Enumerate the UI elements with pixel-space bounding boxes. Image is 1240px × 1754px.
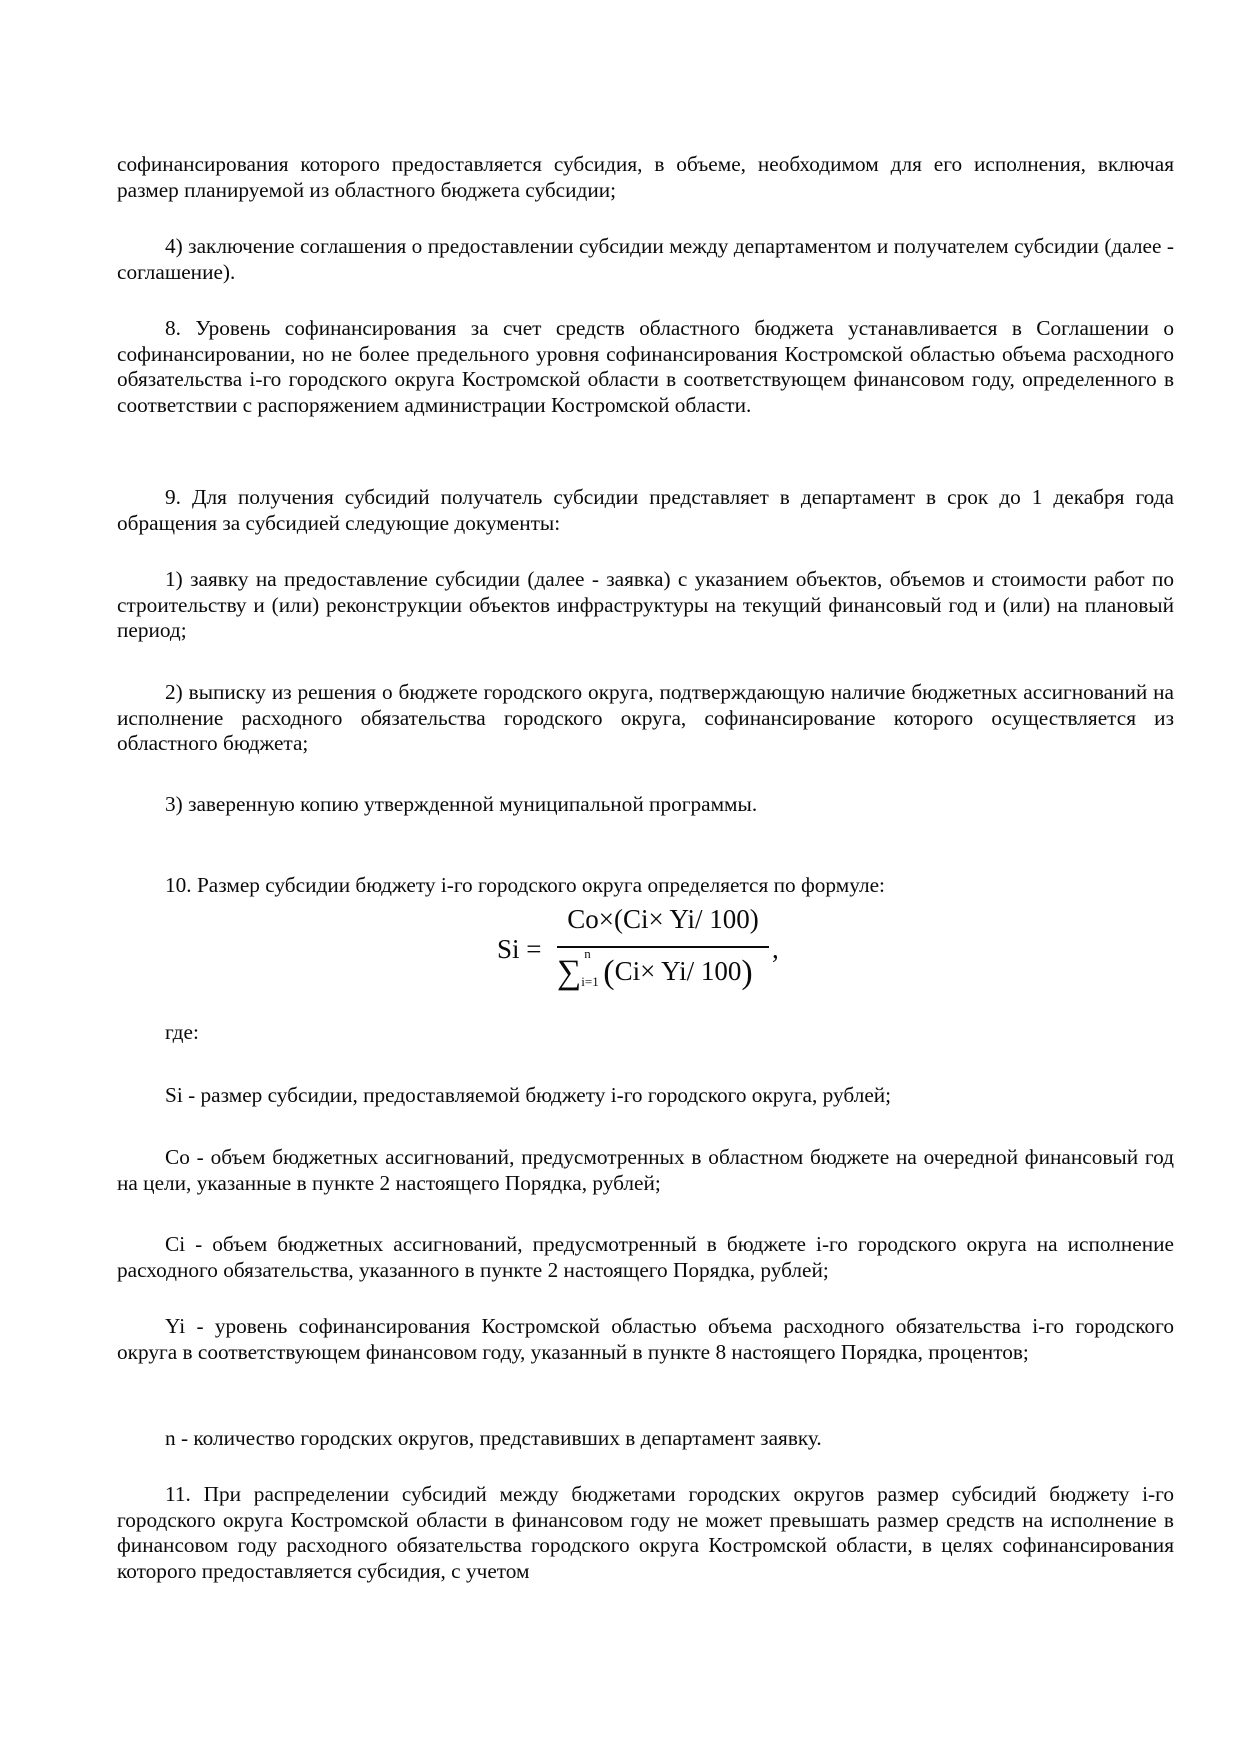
paragraph-def-yi: Yi - уровень софинансирования Костромской областью объема расходного обязательства i-го городского округа в соответствующем финансовом году, указанный в пункте 8 настоящего Порядка, процентов;	[117, 1314, 1174, 1364]
paragraph-clause-11-distribution: 11. При распределении субсидий между бюджетами городских округов размер субсидий бюджету i-го городского округа Костромской области в финансовом году не может превышать размер средств на исполнение в финансовом году расходного обязательства городского округа Костромской области, в целях софинансирования которого предоставляется субсидия, с учетом	[117, 1482, 1174, 1583]
sum-limits	[581, 946, 603, 989]
formula-trailing-comma: ,	[772, 934, 779, 964]
paren-open: (	[603, 954, 615, 991]
paren-close: )	[741, 954, 753, 991]
sum-lower-limit: i=1	[581, 974, 599, 989]
paragraph-def-co: Co - объем бюджетных ассигнований, предусмотренных в областном бюджете на очередной финансовый год на цели, указанные в пункте 2 настоящего Порядка, рублей;	[117, 1145, 1174, 1195]
denominator-body: Ci× Yi/ 100	[614, 956, 742, 986]
paragraph-clause-10-formula-intro: 10. Размер субсидии бюджету i-го городского округа определяется по формуле:	[165, 873, 885, 897]
sum-upper-limit: n	[584, 946, 591, 961]
paragraph-cofinancing-continuation: софинансирования которого предоставляется субсидия, в объеме, необходимом для его исполнения, включая размер планируемой из областного бюджета субсидии;	[117, 152, 1174, 202]
formula-numerator: Co×(Ci× Yi/ 100)	[567, 904, 759, 934]
paragraph-item-3-program-copy: 3) заверенную копию утвержденной муниципальной программы.	[165, 792, 758, 816]
paragraph-clause-9-documents: 9. Для получения субсидий получатель субсидии представляет в департамент в срок до 1 декабря года обращения за субсидией следующие документы:	[117, 485, 1174, 535]
formula-lhs: Si =	[497, 934, 542, 964]
paragraph-where: где:	[165, 1020, 199, 1044]
paragraph-def-n: n - количество городских округов, представивших в департамент заявку.	[165, 1426, 822, 1450]
subsidy-formula	[497, 904, 897, 1004]
paragraph-def-si: Si - размер субсидии, предоставляемой бюджету i-го городского округа, рублей;	[165, 1083, 892, 1107]
sum-symbol-icon: ∑	[557, 954, 582, 991]
paragraph-item-4-agreement: 4) заключение соглашения о предоставлении субсидии между департаментом и получателем субсидии (далее - соглашение).	[117, 234, 1174, 284]
formula-denominator	[557, 946, 769, 992]
paragraph-def-ci: Ci - объем бюджетных ассигнований, предусмотренный в бюджете i-го городского округа на исполнение расходного обязательства, указанного в пункте 2 настоящего Порядка, рублей;	[117, 1232, 1174, 1282]
paragraph-item-2-budget-extract: 2) выписку из решения о бюджете городского округа, подтверждающую наличие бюджетных ассигнований на исполнение расходного обязательства городского округа, софинансирование которого осуществляется из областного бюджета;	[117, 680, 1174, 756]
paragraph-clause-8-cofinancing-level: 8. Уровень софинансирования за счет средств областного бюджета устанавливается в Соглашении о софинансировании, но не более предельного уровня софинансирования Костромской областью объема расходного обязательства i-го городского округа Костромской области в соответствующем финансовом году, определенного в соответствии с распоряжением администрации Костромской области.	[117, 316, 1174, 417]
paragraph-item-1-application: 1) заявку на предоставление субсидии (далее - заявка) с указанием объектов, объемов и стоимости работ по строительству и (или) реконструкции объектов инфраструктуры на текущий финансовый год и (или) на плановый период;	[117, 567, 1174, 643]
